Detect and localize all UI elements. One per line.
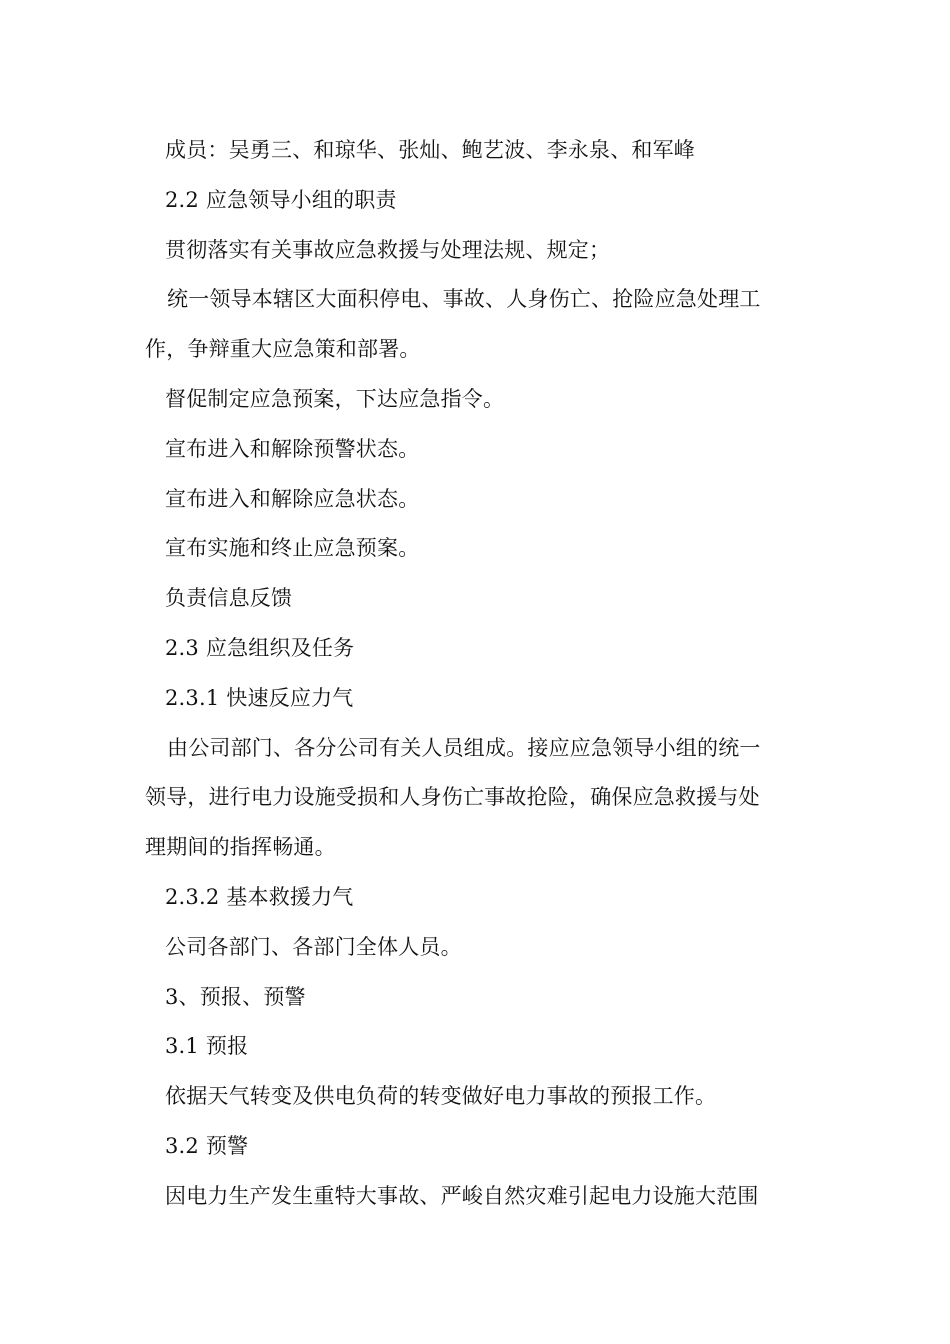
text-line: 公司各部门、各部门全体人员。 [165, 934, 462, 959]
section-heading-3-1 [145, 1022, 810, 1072]
text-line: 依据天气转变及供电负荷的转变做好电力事故的预报工作。 [165, 1084, 717, 1109]
text-line: 负责信息反馈 [165, 586, 293, 611]
text-line: 统一领导本辖区大面积停电、事故、人身伤亡、抢险应急处理工 [167, 287, 761, 312]
text-line: 3.2 预警 [165, 1133, 249, 1158]
paragraph-duty-5 [145, 475, 810, 525]
text-line: 成员：吴勇三、和琼华、张灿、鲍艺波、李永泉、和军峰 [165, 138, 695, 162]
text-line: 贯彻落实有关事故应急救援与处理法规、规定； [165, 237, 611, 262]
paragraph-members [145, 126, 810, 176]
paragraph-duty-6 [145, 524, 810, 574]
text-line: 作，争辩重大应急策和部署。 [145, 337, 421, 362]
section-heading-2-2 [145, 176, 810, 226]
text-line: 3.1 预报 [165, 1034, 249, 1059]
text-line: 因电力生产发生重特大事故、严峻自然灾难引起电力设施大范围 [165, 1183, 759, 1208]
paragraph-duty-4 [145, 425, 810, 475]
section-heading-3 [145, 973, 810, 1023]
paragraph-forecast [145, 1072, 810, 1122]
text-line: 2.2 应急领导小组的职责 [165, 187, 397, 212]
text-line: 由公司部门、各分公司有关人员组成。接应应急领导小组的统一 [167, 735, 761, 760]
text-line: 领导，进行电力设施受损和人身伤亡事故抢险，确保应急救援与处 [145, 785, 760, 810]
paragraph-duty-2 [145, 275, 810, 375]
text-line: 理期间的指挥畅通。 [145, 835, 336, 860]
paragraph-warning [145, 1172, 810, 1222]
text-line: 督促制定应急预案，下达应急指令。 [165, 386, 505, 411]
text-line: 3、预报、预警 [165, 984, 306, 1009]
text-line: 宣布进入和解除应急状态。 [165, 486, 420, 511]
section-heading-2-3 [145, 624, 810, 674]
document-body [145, 126, 810, 1222]
section-heading-2-3-2 [145, 873, 810, 923]
section-heading-2-3-1 [145, 674, 810, 724]
text-line: 宣布实施和终止应急预案。 [165, 536, 420, 561]
paragraph-duty-1 [145, 226, 810, 276]
paragraph-duty-7 [145, 574, 810, 624]
text-line: 2.3.2 基本救援力气 [165, 884, 354, 909]
text-line: 2.3.1 快速反应力气 [165, 685, 354, 710]
text-line: 宣布进入和解除预警状态。 [165, 436, 420, 461]
paragraph-basic-rescue [145, 923, 810, 973]
paragraph-rapid-response [145, 724, 810, 873]
section-heading-3-2 [145, 1122, 810, 1172]
text-line: 2.3 应急组织及任务 [165, 635, 355, 660]
paragraph-duty-3 [145, 375, 810, 425]
